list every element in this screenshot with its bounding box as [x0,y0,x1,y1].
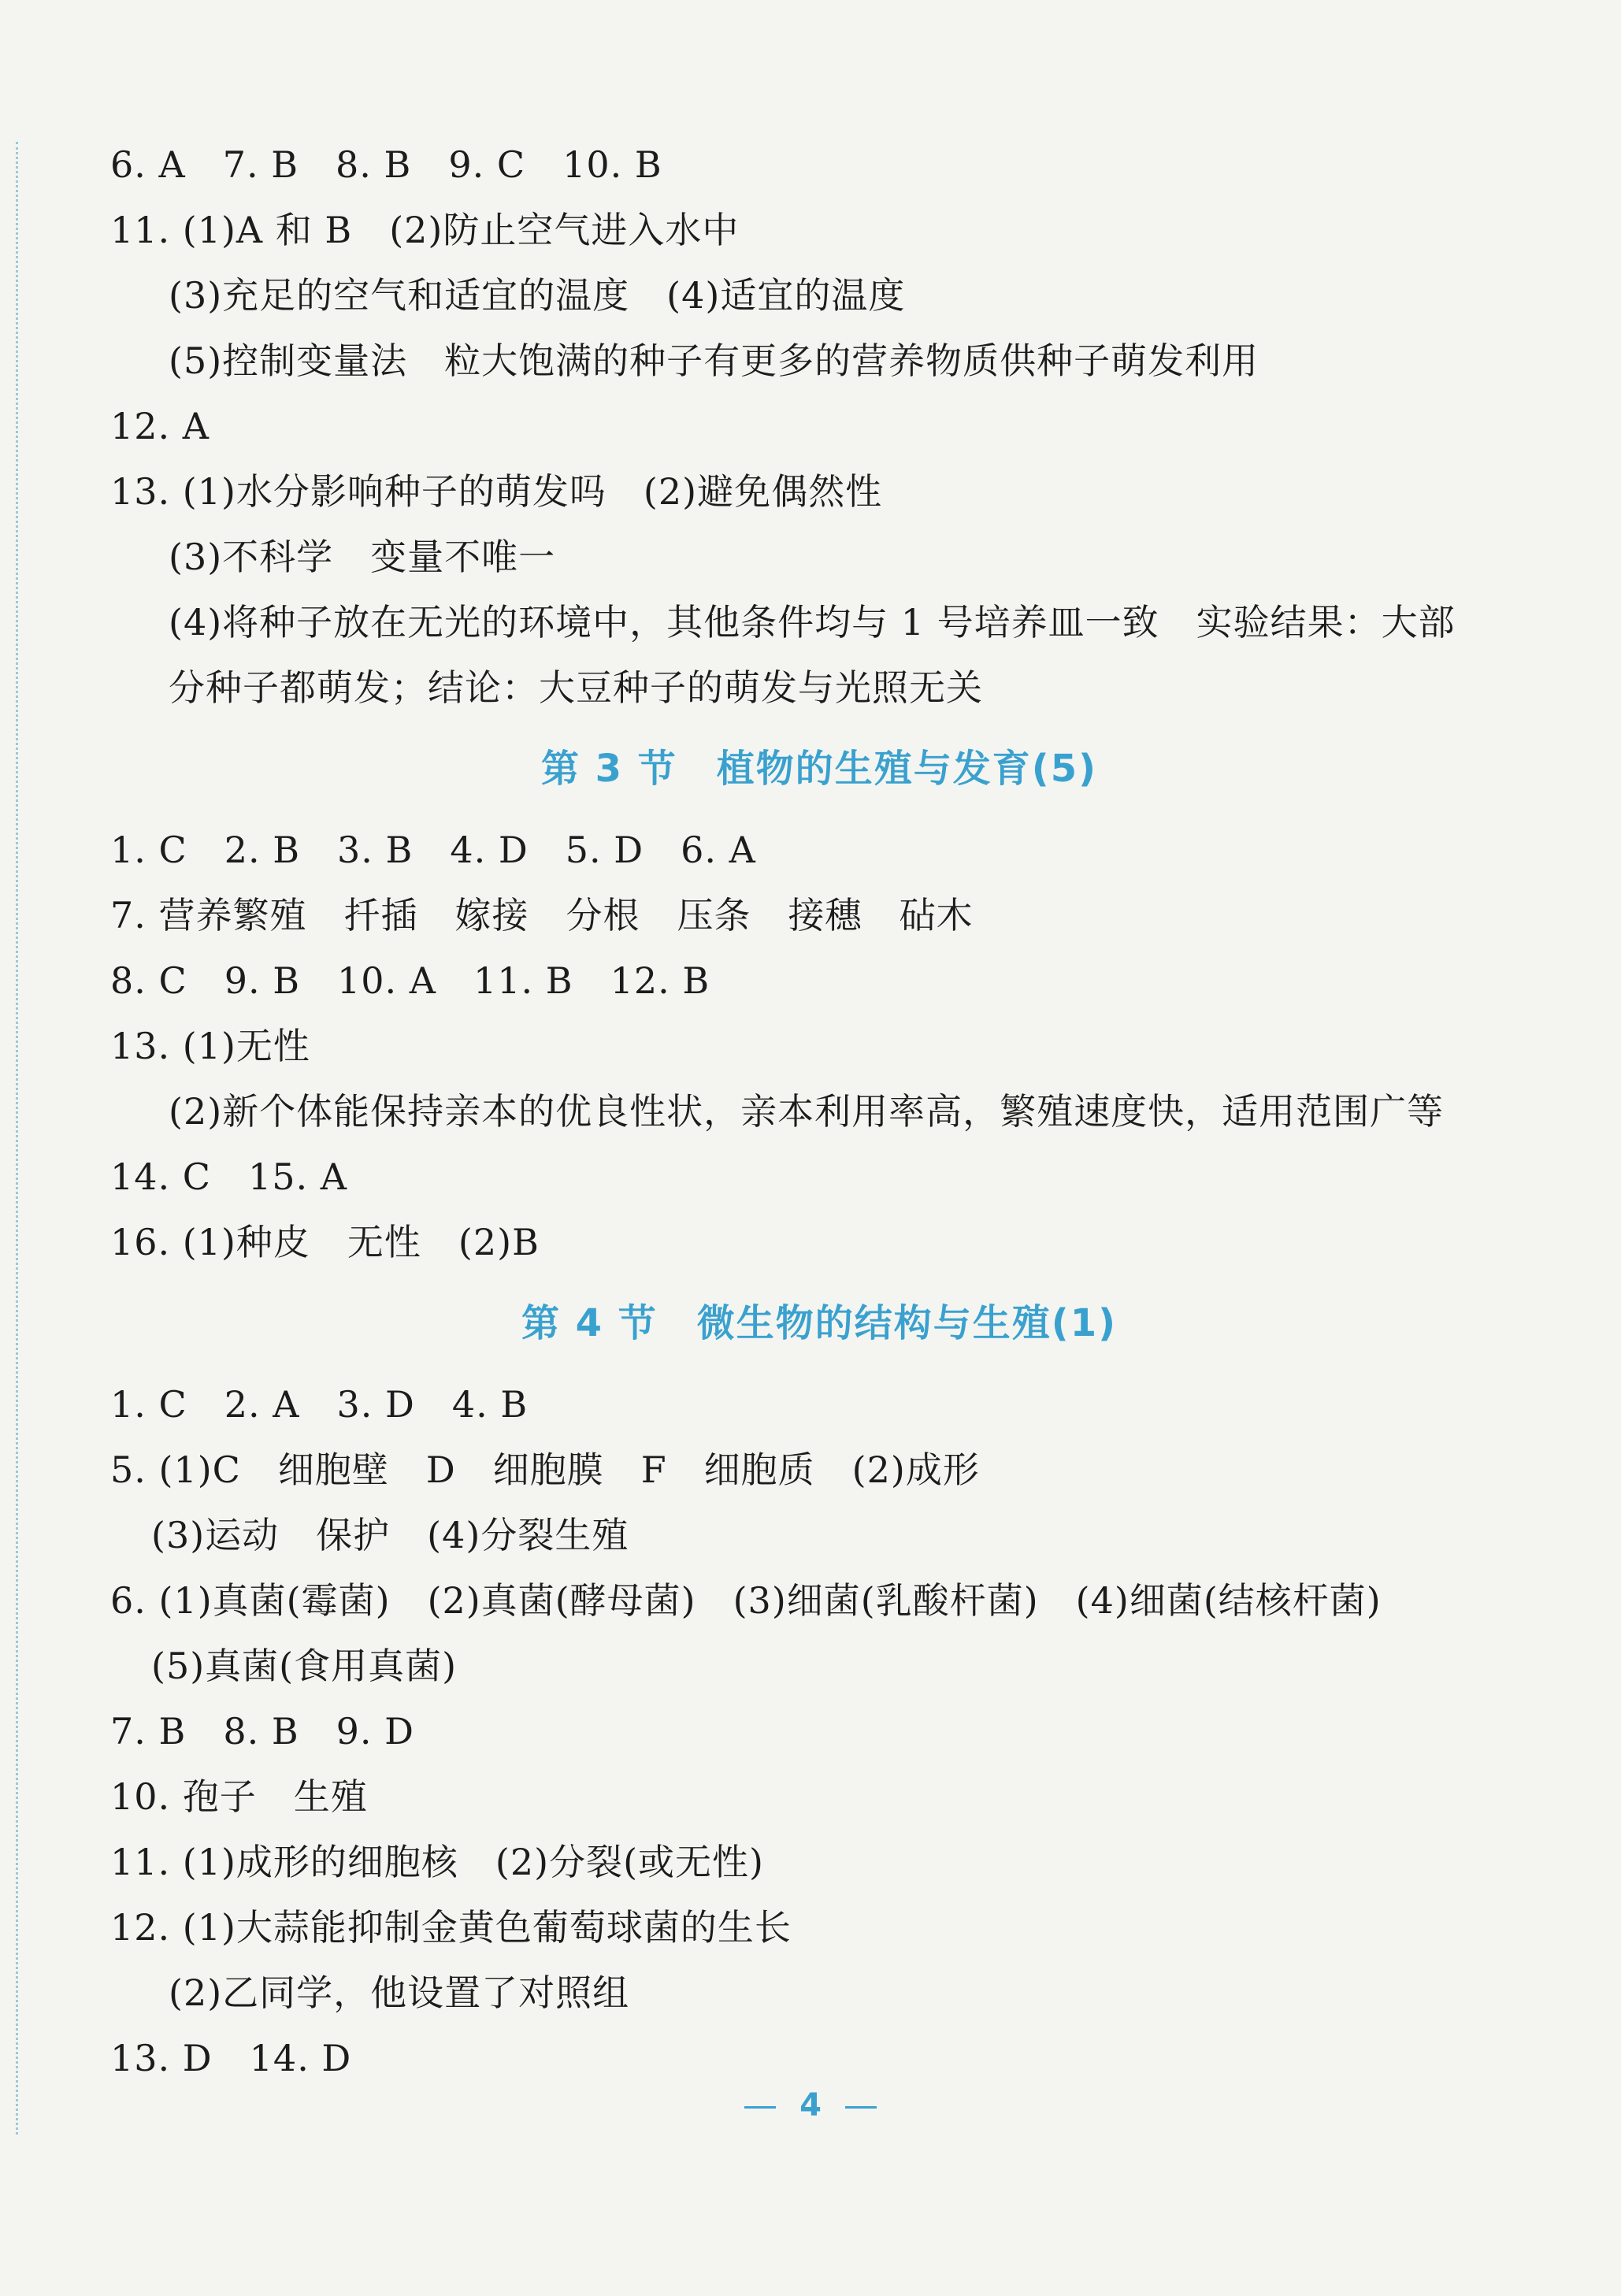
answer-line: (3)充足的空气和适宜的温度 (4)适宜的温度 [169,274,906,317]
answer-line: (4)将种子放在无光的环境中，其他条件均与 1 号培养皿一致 实验结果：大部 [169,601,1456,644]
answer-line: 13. (1)无性 [110,1025,310,1067]
section-heading-4: 第 4 节 微生物的结构与生殖(1) [521,1301,1118,1345]
answer-line: 7. 营养繁殖 扦插 嫁接 分根 压条 接穗 砧木 [110,894,974,937]
answer-line: 11. (1)A 和 B (2)防止空气进入水中 [110,209,740,251]
answer-line: 5. (1)C 细胞壁 D 细胞膜 F 细胞质 (2)成形 [110,1448,980,1491]
answer-line: 10. 孢子 生殖 [110,1775,368,1818]
answer-line: 6. A 7. B 8. B 9. C 10. B [110,143,662,186]
answer-line: 13. D 14. D [110,2037,352,2079]
page-footer [0,2087,1621,2124]
binding-margin-line [16,142,26,2135]
answer-line: 6. (1)真菌(霉菌) (2)真菌(酵母菌) (3)细菌(乳酸杆菌) (4)细菌(结核杆菌) [110,1579,1382,1622]
answer-line: 12. A [110,405,210,447]
answer-line: 8. C 9. B 10. A 11. B 12. B [110,959,710,1002]
answer-line: (2)新个体能保持亲本的优良性状，亲本利用率高，繁殖速度快，适用范围广等 [169,1090,1445,1133]
page-number: 4 [799,2087,822,2124]
footer-dash-left [744,2106,776,2109]
answer-line: 12. (1)大蒜能抑制金黄色葡萄球菌的生长 [110,1906,792,1949]
answer-line: (5)控制变量法 粒大饱满的种子有更多的营养物质供种子萌发利用 [169,339,1259,382]
answer-line: 13. (1)水分影响种子的萌发吗 (2)避免偶然性 [110,470,883,513]
answer-line: 14. C 15. A [110,1155,347,1198]
answer-line: 16. (1)种皮 无性 (2)B [110,1221,540,1263]
answer-line: 11. (1)成形的细胞核 (2)分裂(或无性) [110,1841,764,1883]
answer-line: 分种子都萌发；结论：大豆种子的萌发与光照无关 [169,666,983,709]
footer-dash-right [845,2106,877,2109]
answer-line: 7. B 8. B 9. D [110,1710,415,1753]
answer-line: (3)运动 保护 (4)分裂生殖 [151,1514,629,1556]
answer-content [110,132,1528,2091]
section-heading-3: 第 3 节 植物的生殖与发育(5) [540,747,1098,791]
answer-line: (2)乙同学，他设置了对照组 [169,1971,630,2014]
answer-line: (3)不科学 变量不唯一 [169,536,556,578]
answer-line: (5)真菌(食用真菌) [151,1645,458,1687]
answer-line: 1. C 2. A 3. D 4. B [110,1383,529,1426]
answer-line: 1. C 2. B 3. B 4. D 5. D 6. A [110,829,756,871]
